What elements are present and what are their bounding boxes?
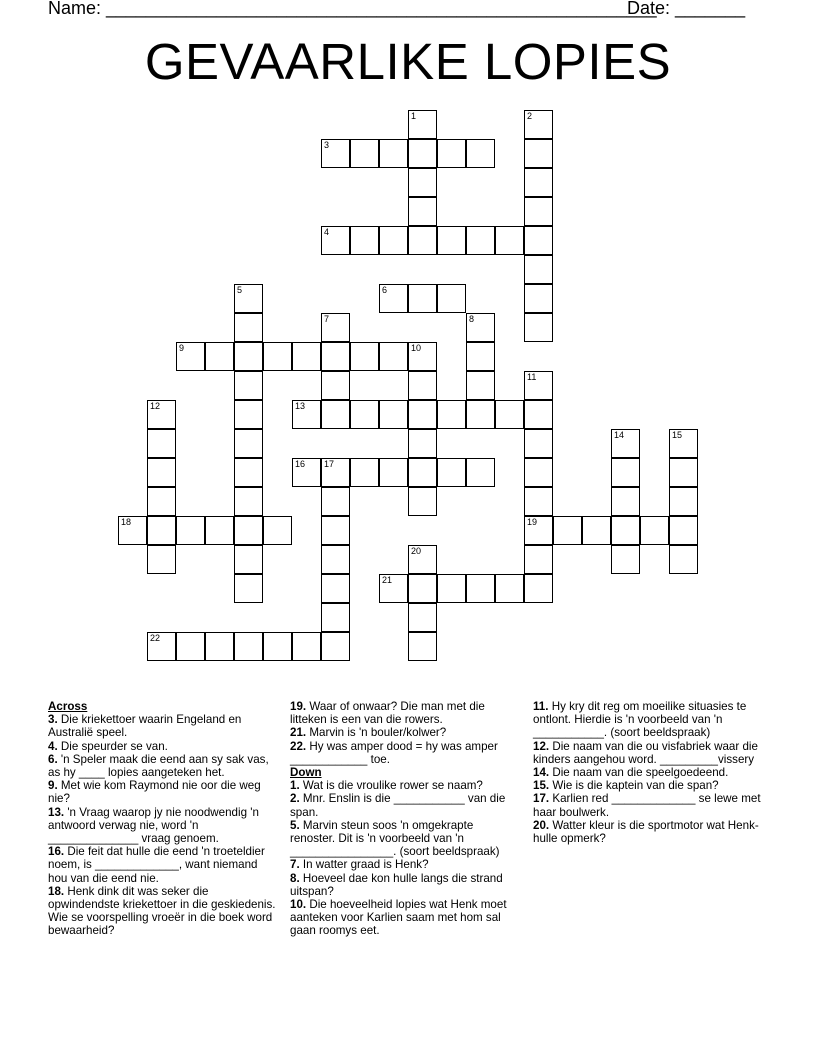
clue-item <box>533 792 768 818</box>
clue-item-number: 13. <box>48 805 65 819</box>
clue-number: 2 <box>527 111 533 121</box>
grid-cell[interactable] <box>408 139 437 168</box>
grid-cell[interactable] <box>524 545 553 574</box>
grid-cell[interactable] <box>321 400 350 429</box>
grid-cell[interactable] <box>669 429 698 458</box>
grid-cell[interactable] <box>234 371 263 400</box>
clue-item-number: 3. <box>48 713 58 727</box>
clue-item <box>533 740 768 766</box>
grid-cell[interactable] <box>524 400 553 429</box>
grid-cell[interactable] <box>466 139 495 168</box>
grid-cell[interactable] <box>524 139 553 168</box>
clue-number: 18 <box>121 517 132 527</box>
grid-cell[interactable] <box>466 342 495 371</box>
clue-item-number: 11. <box>533 700 549 713</box>
clue-number: 13 <box>295 401 306 411</box>
clue-number: 7 <box>324 314 330 324</box>
grid-cell[interactable] <box>321 342 350 371</box>
clue-item-number: 21. <box>290 726 307 740</box>
clue-item <box>48 779 278 805</box>
grid-cell[interactable] <box>611 516 640 545</box>
clue-item-text: Die naam van die ou visfabriek waar die kinders aangehou word. _________vissery <box>533 739 758 766</box>
grid-cell[interactable] <box>263 516 292 545</box>
grid-cell[interactable] <box>234 516 263 545</box>
grid-cell[interactable] <box>611 487 640 516</box>
grid-cell[interactable] <box>205 632 234 661</box>
grid-cell[interactable] <box>379 400 408 429</box>
grid-cell[interactable] <box>408 168 437 197</box>
clue-item-text: Die feit dat hulle die eend 'n troeteldier noem, is _____________, want niemand hou van die eend nie. <box>48 845 265 885</box>
clue-item-text: Die hoeveelheid lopies wat Henk moet aanteken voor Karlien saam met hom sal gaan roomys eet. <box>290 898 507 938</box>
grid-cell[interactable] <box>321 574 350 603</box>
grid-cell[interactable] <box>408 603 437 632</box>
grid-cell[interactable] <box>147 487 176 516</box>
grid-cell[interactable] <box>466 313 495 342</box>
grid-cell[interactable] <box>408 197 437 226</box>
clue-item-number: 18. <box>48 884 65 898</box>
grid-cell[interactable] <box>408 226 437 255</box>
grid-cell[interactable] <box>263 632 292 661</box>
clues-column-2 <box>290 700 520 938</box>
grid-cell[interactable] <box>379 284 408 313</box>
grid-cell[interactable] <box>205 516 234 545</box>
clue-number: 5 <box>237 285 243 295</box>
grid-cell[interactable] <box>524 168 553 197</box>
clue-item-number: 7. <box>290 858 300 872</box>
grid-cell[interactable] <box>524 284 553 313</box>
grid-cell[interactable] <box>408 400 437 429</box>
clue-item-number: 5. <box>290 818 300 832</box>
clue-item-number: 9. <box>48 779 58 793</box>
grid-cell[interactable] <box>118 516 147 545</box>
clue-number: 16 <box>295 459 306 469</box>
clue-item <box>48 845 278 885</box>
clue-item <box>290 872 520 898</box>
grid-cell[interactable] <box>234 632 263 661</box>
grid-cell[interactable] <box>408 574 437 603</box>
clue-number: 22 <box>150 633 161 643</box>
grid-cell[interactable] <box>524 197 553 226</box>
grid-cell[interactable] <box>669 516 698 545</box>
grid-cell[interactable] <box>147 458 176 487</box>
grid-cell[interactable] <box>176 516 205 545</box>
grid-cell[interactable] <box>379 458 408 487</box>
clue-item <box>290 819 520 859</box>
clue-item-text: Hy kry dit reg om moeilike situasies te ontlont. Hierdie is 'n voorbeeld van 'n ___________. (soort beeldspraak) <box>533 700 747 740</box>
grid-cell[interactable] <box>524 458 553 487</box>
grid-cell[interactable] <box>408 458 437 487</box>
clue-number: 9 <box>179 343 185 353</box>
clue-number: 17 <box>324 459 335 469</box>
grid-cell[interactable] <box>611 429 640 458</box>
grid-cell[interactable] <box>553 516 582 545</box>
grid-cell[interactable] <box>263 342 292 371</box>
grid-cell[interactable] <box>350 342 379 371</box>
grid-cell[interactable] <box>176 632 205 661</box>
grid-cell[interactable] <box>234 429 263 458</box>
grid-cell[interactable] <box>466 400 495 429</box>
clue-number: 21 <box>382 575 393 585</box>
clue-number: 3 <box>324 140 330 150</box>
clue-item <box>533 779 768 792</box>
grid-cell[interactable] <box>147 400 176 429</box>
clue-item-text: Mnr. Enslin is die ___________ van die span. <box>290 792 506 819</box>
clue-number: 1 <box>411 111 417 121</box>
grid-cell[interactable] <box>466 371 495 400</box>
grid-cell[interactable] <box>321 458 350 487</box>
clue-number: 14 <box>614 430 625 440</box>
clue-item-number: 10. <box>290 898 307 912</box>
clue-item-text: Die kriekettoer waarin Engeland en Australië speel. <box>48 713 242 740</box>
grid-cell[interactable] <box>495 400 524 429</box>
name-field-label: Name: _______________________________________________________ <box>48 0 657 18</box>
clue-item-text: In watter graad is Henk? <box>299 858 429 872</box>
clue-item-text: Waar of onwaar? Die man met die litteken is een van die rowers. <box>290 700 485 727</box>
clue-item-text: Marvin steun soos 'n omgekrapte renoster. Dit is 'n voorbeeld van 'n ________________. (soort beeldspraak) <box>290 818 500 859</box>
clue-item-text: Wie is die kaptein van die span? <box>549 779 719 793</box>
grid-cell[interactable] <box>437 458 466 487</box>
grid-cell[interactable] <box>582 516 611 545</box>
clue-number: 20 <box>411 546 422 556</box>
grid-cell[interactable] <box>234 574 263 603</box>
clue-item-number: 20. <box>533 818 550 832</box>
clue-number: 4 <box>324 227 330 237</box>
clue-number: 8 <box>469 314 475 324</box>
grid-cell[interactable] <box>437 284 466 313</box>
grid-cell[interactable] <box>669 545 698 574</box>
clue-item <box>533 819 768 845</box>
clue-item-number: 15. <box>533 779 550 793</box>
clue-item-text: Marvin is 'n bouler/kolwer? <box>306 726 447 740</box>
grid-cell[interactable] <box>408 371 437 400</box>
clue-item <box>290 726 520 739</box>
clue-item-text: Wat is die vroulike rower se naam? <box>299 779 483 793</box>
grid-cell[interactable] <box>292 342 321 371</box>
grid-cell[interactable] <box>408 545 437 574</box>
clue-item <box>290 792 520 818</box>
clue-item-text: Karlien red _____________ se lewe met haar boulwerk. <box>533 792 761 819</box>
clue-item-text: Die naam van die speelgoedeend. <box>549 766 729 780</box>
grid-cell[interactable] <box>669 458 698 487</box>
grid-cell[interactable] <box>234 400 263 429</box>
grid-cell[interactable] <box>234 313 263 342</box>
grid-cell[interactable] <box>524 429 553 458</box>
grid-cell[interactable] <box>524 574 553 603</box>
grid-cell[interactable] <box>437 226 466 255</box>
grid-cell[interactable] <box>466 574 495 603</box>
grid-cell[interactable] <box>234 487 263 516</box>
clue-item <box>48 713 278 739</box>
grid-cell[interactable] <box>234 545 263 574</box>
grid-cell[interactable] <box>408 342 437 371</box>
grid-cell[interactable] <box>321 313 350 342</box>
clue-item <box>290 898 520 938</box>
grid-cell[interactable] <box>321 139 350 168</box>
clue-item-number: 1. <box>290 779 300 793</box>
clue-item-text: Watter kleur is die sportmotor wat Henk-hulle opmerk? <box>533 818 759 846</box>
clues-column-3 <box>533 700 768 845</box>
clue-item-number: 14. <box>533 766 550 780</box>
grid-cell[interactable] <box>234 284 263 313</box>
grid-cell[interactable] <box>524 371 553 400</box>
clue-item <box>48 753 278 779</box>
grid-cell[interactable] <box>147 516 176 545</box>
grid-cell[interactable] <box>321 603 350 632</box>
grid-cell[interactable] <box>408 429 437 458</box>
clue-item-text: Met wie kom Raymond nie oor die weg nie? <box>48 779 261 806</box>
clue-item <box>290 858 520 871</box>
grid-cell[interactable] <box>292 400 321 429</box>
clue-item-number: 19. <box>290 700 307 713</box>
grid-cell[interactable] <box>176 342 205 371</box>
grid-cell[interactable] <box>205 342 234 371</box>
grid-cell[interactable] <box>292 632 321 661</box>
clue-item <box>48 806 278 846</box>
clue-item <box>48 885 278 938</box>
grid-cell[interactable] <box>379 226 408 255</box>
grid-cell[interactable] <box>524 110 553 139</box>
grid-cell[interactable] <box>408 110 437 139</box>
grid-cell[interactable] <box>524 255 553 284</box>
clue-item <box>533 700 768 740</box>
grid-cell[interactable] <box>611 545 640 574</box>
grid-cell[interactable] <box>524 226 553 255</box>
grid-cell[interactable] <box>408 632 437 661</box>
grid-cell[interactable] <box>495 574 524 603</box>
grid-cell[interactable] <box>234 458 263 487</box>
grid-cell[interactable] <box>321 516 350 545</box>
grid-cell[interactable] <box>408 284 437 313</box>
grid-cell[interactable] <box>437 400 466 429</box>
clue-item <box>290 700 520 726</box>
clues-column-1 <box>48 700 278 938</box>
clue-item-text: Die speurder se van. <box>57 739 168 753</box>
grid-cell[interactable] <box>147 545 176 574</box>
grid-cell[interactable] <box>321 632 350 661</box>
grid-cell[interactable] <box>379 342 408 371</box>
grid-cell[interactable] <box>292 458 321 487</box>
grid-cell[interactable] <box>147 632 176 661</box>
clue-number: 10 <box>411 343 422 353</box>
grid-cell[interactable] <box>379 574 408 603</box>
clue-item-text: 'n Vraag waarop jy nie noodwendig 'n antwoord verwag nie, word 'n ______________ vraag genoem. <box>48 805 259 846</box>
grid-cell[interactable] <box>669 487 698 516</box>
clue-item-text: Hoeveel dae kon hulle langs die strand uitspan? <box>290 871 503 898</box>
clue-item-number: 17. <box>533 792 550 806</box>
clue-number: 15 <box>672 430 683 440</box>
grid-cell[interactable] <box>437 139 466 168</box>
clue-item-number: 4. <box>48 739 58 753</box>
clue-number: 12 <box>150 401 161 411</box>
page-title: GEVAARLIKE LOPIES <box>144 33 672 90</box>
clue-item <box>290 740 520 766</box>
grid-cell[interactable] <box>321 371 350 400</box>
grid-cell[interactable] <box>466 226 495 255</box>
grid-cell[interactable] <box>495 226 524 255</box>
grid-cell[interactable] <box>321 487 350 516</box>
grid-cell[interactable] <box>437 574 466 603</box>
grid-cell[interactable] <box>611 458 640 487</box>
across-heading: Across <box>48 700 88 713</box>
clue-item-number: 6. <box>48 752 58 766</box>
grid-cell[interactable] <box>408 487 437 516</box>
clue-item-number: 16. <box>48 845 65 859</box>
clue-item <box>48 740 278 753</box>
clue-item-number: 22. <box>290 739 307 753</box>
grid-cell[interactable] <box>379 139 408 168</box>
grid-cell[interactable] <box>234 342 263 371</box>
date-field-label: Date: _______ <box>627 0 746 18</box>
grid-cell[interactable] <box>350 139 379 168</box>
down-heading: Down <box>290 766 322 780</box>
clue-number: 19 <box>527 517 538 527</box>
grid-cell[interactable] <box>147 429 176 458</box>
grid-cell[interactable] <box>350 400 379 429</box>
clue-number: 6 <box>382 285 388 295</box>
grid-cell[interactable] <box>524 313 553 342</box>
grid-cell[interactable] <box>321 545 350 574</box>
clue-item-number: 8. <box>290 871 300 885</box>
clue-item-number: 12. <box>533 739 550 753</box>
grid-cell[interactable] <box>524 516 553 545</box>
grid-cell[interactable] <box>350 458 379 487</box>
grid-cell[interactable] <box>466 458 495 487</box>
grid-cell[interactable] <box>524 487 553 516</box>
clue-item <box>533 766 768 779</box>
clue-item-text: Hy was amper dood = hy was amper ____________ toe. <box>290 739 498 766</box>
grid-cell[interactable] <box>350 226 379 255</box>
grid-cell[interactable] <box>321 226 350 255</box>
clue-number: 11 <box>527 372 537 382</box>
clue-item-text: 'n Speler maak die eend aan sy sak vas, as hy ____ lopies aangeteken het. <box>48 752 269 780</box>
clue-item <box>290 779 520 792</box>
clue-item-number: 2. <box>290 792 300 806</box>
clue-item-text: Henk dink dit was seker die opwindendste kriekettoer in die geskiedenis. Wie se voorspelling vroeër in die boek word bewaarheid? <box>48 884 276 938</box>
grid-cell[interactable] <box>640 516 669 545</box>
